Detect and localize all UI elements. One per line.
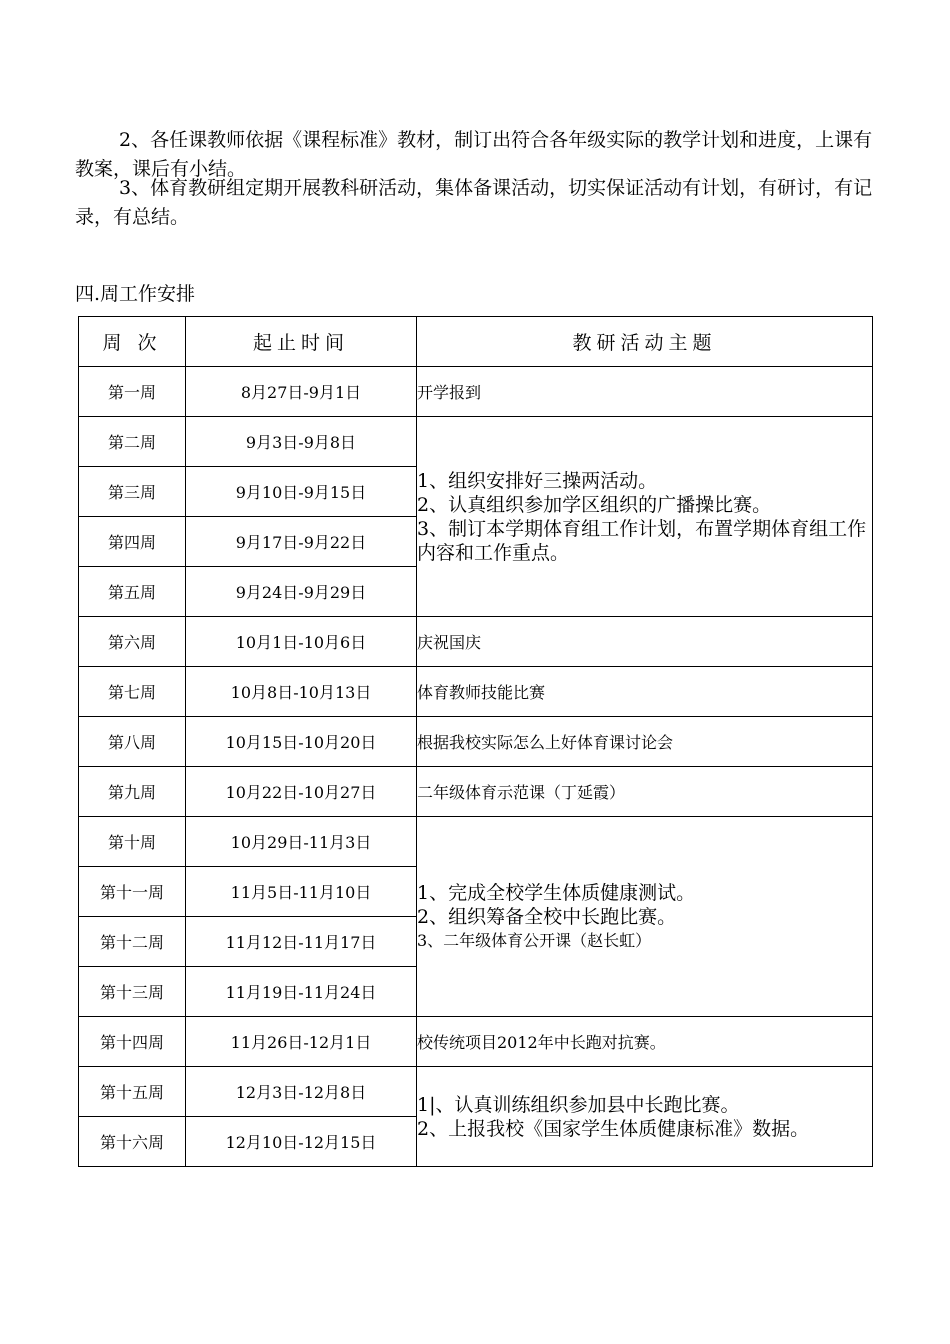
week-cell: 第八周 (79, 717, 186, 767)
theme-line: 体育教师技能比赛 (417, 683, 546, 702)
paragraph-lesson-plans: 2、各任课教师依据《课程标准》教材，制订出符合各年级实际的教学计划和进度，上课有教案，课后有小结。 (75, 129, 873, 180)
week-cell: 第六周 (79, 617, 186, 667)
theme-line: 2、上报我校《国家学生体质健康标准》数据。 (417, 1117, 810, 1140)
date-range-cell: 11月19日-11月24日 (186, 967, 417, 1017)
week-cell: 第十三周 (79, 967, 186, 1017)
week-cell: 第十四周 (79, 1017, 186, 1067)
table-row (79, 1067, 873, 1117)
date-range-cell: 11月26日-12月1日 (186, 1017, 417, 1067)
week-cell: 第五周 (79, 567, 186, 617)
week-cell: 第四周 (79, 517, 186, 567)
week-cell: 第三周 (79, 467, 186, 517)
header-week: 周 次 (79, 317, 186, 367)
theme-line: 1|、认真训练组织参加县中长跑比赛。 (417, 1093, 740, 1116)
date-range-cell: 10月15日-10月20日 (186, 717, 417, 767)
paragraph-research-activities: 3、体育教研组定期开展教科研活动，集体备课活动，切实保证活动有计划，有研讨，有记录，有总结。 (75, 177, 873, 228)
table-row (79, 717, 873, 767)
table-row (79, 767, 873, 817)
date-range-cell: 10月1日-10月6日 (186, 617, 417, 667)
section-title: 四.周工作安排 (75, 283, 196, 305)
theme-line: 根据我校实际怎么上好体育课讨论会 (417, 733, 674, 752)
header-dates: 起止时间 (186, 317, 417, 367)
theme-line: 3、制订本学期体育组工作计划，布置学期体育组工作内容和工作重点。 (417, 517, 867, 564)
date-range-cell: 9月24日-9月29日 (186, 567, 417, 617)
week-cell: 第十六周 (79, 1117, 186, 1167)
theme-line: 2、组织筹备全校中长跑比赛。 (417, 905, 677, 928)
week-cell: 第十一周 (79, 867, 186, 917)
theme-cell (417, 1017, 873, 1067)
weekly-schedule-table (78, 316, 873, 1167)
theme-line: 2、认真组织参加学区组织的广播操比赛。 (417, 493, 772, 516)
date-range-cell: 12月3日-12月8日 (186, 1067, 417, 1117)
theme-line: 二年级体育示范课（丁延霞） (417, 783, 626, 802)
theme-cell (417, 817, 873, 1017)
header-theme: 教研活动主题 (417, 317, 873, 367)
date-range-cell: 11月12日-11月17日 (186, 917, 417, 967)
theme-cell (417, 667, 873, 717)
week-cell: 第十五周 (79, 1067, 186, 1117)
theme-line: 庆祝国庆 (417, 633, 482, 652)
table-row (79, 817, 873, 867)
week-cell: 第十周 (79, 817, 186, 867)
date-range-cell: 9月3日-9月8日 (186, 417, 417, 467)
theme-cell (417, 717, 873, 767)
theme-line: 3、二年级体育公开课（赵长虹） (417, 930, 652, 950)
date-range-cell: 11月5日-11月10日 (186, 867, 417, 917)
week-cell: 第十二周 (79, 917, 186, 967)
theme-cell (417, 367, 873, 417)
table-row (79, 367, 873, 417)
table-row (79, 417, 873, 467)
date-range-cell: 10月29日-11月3日 (186, 817, 417, 867)
theme-cell (417, 617, 873, 667)
theme-line: 开学报到 (417, 383, 482, 402)
date-range-cell: 12月10日-12月15日 (186, 1117, 417, 1167)
table-row (79, 1017, 873, 1067)
theme-cell (417, 767, 873, 817)
theme-line: 1、完成全校学生体质健康测试。 (417, 881, 696, 904)
date-range-cell: 10月22日-10月27日 (186, 767, 417, 817)
table-row (79, 617, 873, 667)
week-cell: 第二周 (79, 417, 186, 467)
date-range-cell: 10月8日-10月13日 (186, 667, 417, 717)
date-range-cell: 9月17日-9月22日 (186, 517, 417, 567)
week-cell: 第一周 (79, 367, 186, 417)
week-cell: 第七周 (79, 667, 186, 717)
theme-cell (417, 417, 873, 617)
theme-line: 校传统项目2012年中长跑对抗赛。 (417, 1033, 666, 1052)
week-cell: 第九周 (79, 767, 186, 817)
table-header-row (79, 317, 873, 367)
date-range-cell: 9月10日-9月15日 (186, 467, 417, 517)
date-range-cell: 8月27日-9月1日 (186, 367, 417, 417)
table-row (79, 667, 873, 717)
theme-line: 1、组织安排好三操两活动。 (417, 469, 658, 492)
theme-cell (417, 1067, 873, 1167)
